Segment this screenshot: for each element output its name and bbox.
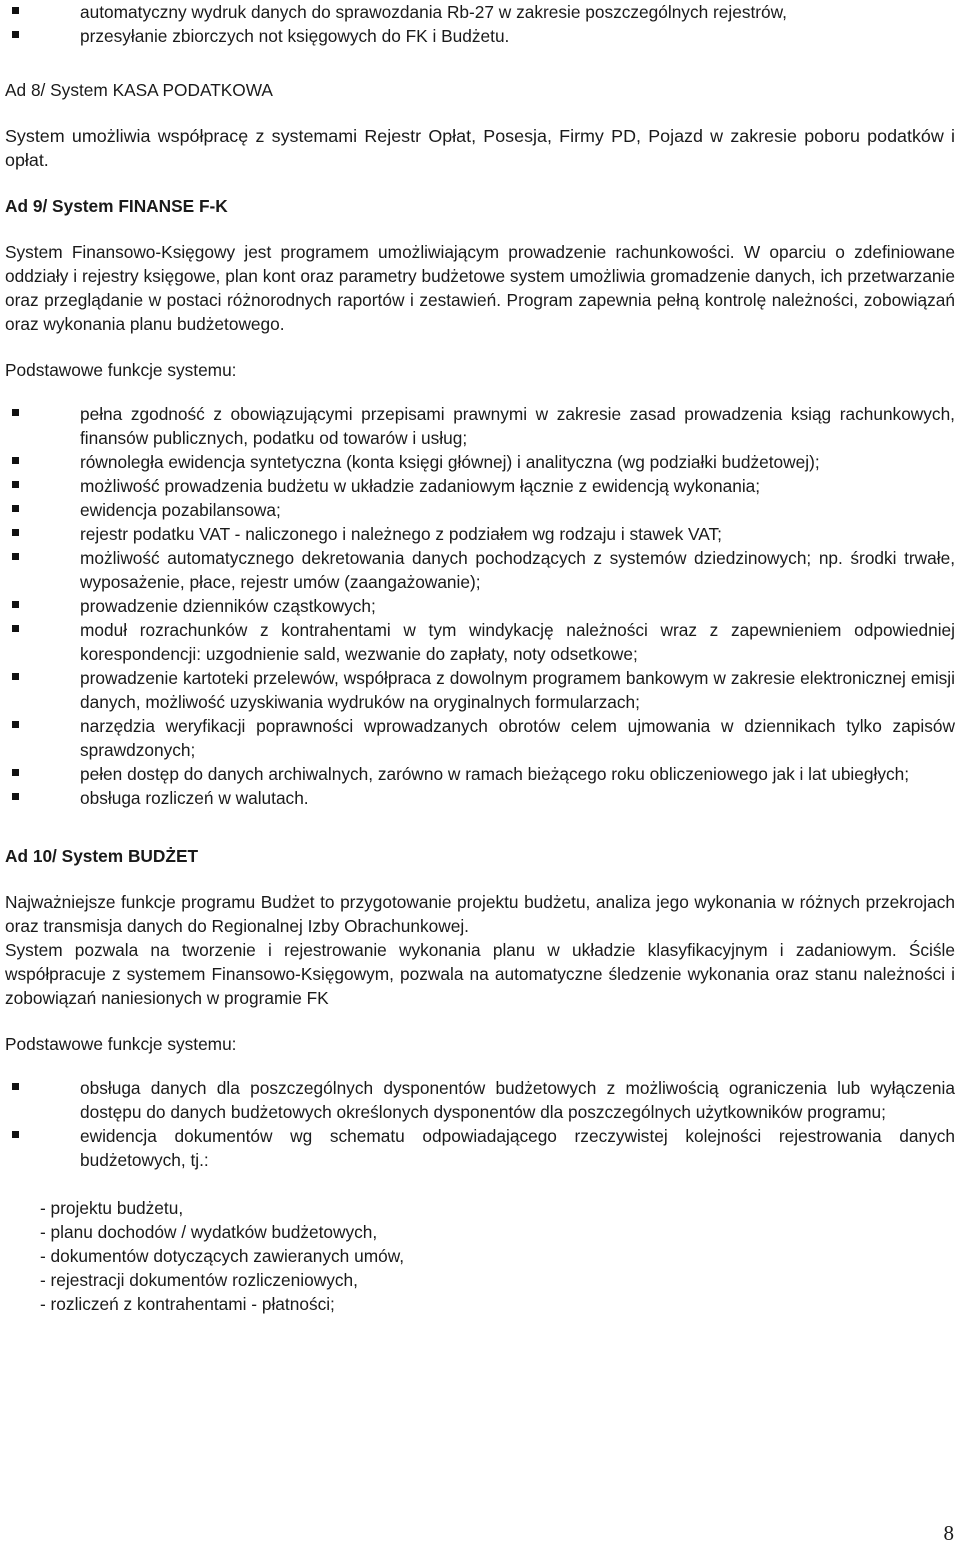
list-item-text: prowadzenie dzienników cząstkowych; xyxy=(80,596,376,616)
section-10-paragraph-2: System pozwala na tworzenie i rejestrowanie wykonania planu w układzie klasyfikacyjnym i zadaniowym. Ściśle współpracuje z systemem Finansowo-Księgowym, pozwala na automatyczne śledzenie wykonania oraz stanu należności i zobowiązań naniesionych w programie FK xyxy=(5,940,955,1008)
list-item: - rejestracji dokumentów rozliczeniowych, xyxy=(40,1270,358,1290)
section-10-function-list xyxy=(5,1076,955,1172)
list-item-text: przesyłanie zbiorczych not księgowych do FK i Budżetu. xyxy=(80,26,510,46)
square-bullet-icon xyxy=(12,409,19,416)
list-item-text: równoległa ewidencja syntetyczna (konta księgi głównej) i analityczna (wg podziałki budżetowej); xyxy=(80,452,820,472)
square-bullet-icon xyxy=(12,601,19,608)
square-bullet-icon xyxy=(12,31,19,38)
square-bullet-icon xyxy=(12,7,19,14)
list-item xyxy=(5,762,955,786)
list-item-text: ewidencja dokumentów wg schematu odpowiadającego rzeczywistej kolejności rejestrowania danych budżetowych, tj.: xyxy=(80,1126,955,1170)
square-bullet-icon xyxy=(12,673,19,680)
list-item-text: pełna zgodność z obowiązującymi przepisami prawnymi w zakresie zasad prowadzenia ksiąg rachunkowych, finansów publicznych, podatku od towarów i usług; xyxy=(80,404,955,448)
document-page xyxy=(5,0,955,1316)
list-item xyxy=(5,666,955,714)
square-bullet-icon xyxy=(12,1131,19,1138)
square-bullet-icon xyxy=(12,457,19,464)
section-10-dash-list xyxy=(5,1196,955,1316)
section-10-functions-label: Podstawowe funkcje systemu: xyxy=(5,1034,237,1054)
list-item xyxy=(5,498,955,522)
section-9-functions-label: Podstawowe funkcje systemu: xyxy=(5,360,237,380)
section-9-paragraph: System Finansowo-Księgowy jest programem umożliwiającym prowadzenie rachunkowości. W oparciu o zdefiniowane oddziały i rejestry księgowe, plan kont oraz parametry budżetowe system umożliwia gromadzenie danych, ich przetwarzanie oraz przeglądanie w postaci różnorodnych raportów i zestawień. Program zapewnia pełną kontrolę należności, zobowiązań oraz wykonania planu budżetowego. xyxy=(5,242,955,334)
list-item-text: moduł rozrachunków z kontrahentami w tym windykację należności wraz z zapewnieniem odpowiedniej korespondencji: uzgodnienie sald, wezwanie do zapłaty, noty odsetkowe; xyxy=(80,620,955,664)
list-item-text: automatyczny wydruk danych do sprawozdania Rb-27 w zakresie poszczególnych rejestrów, xyxy=(80,2,787,22)
list-item xyxy=(5,618,955,666)
square-bullet-icon xyxy=(12,793,19,800)
list-item xyxy=(5,714,955,762)
list-item xyxy=(5,24,955,48)
list-item-text: prowadzenie kartoteki przelewów, współpraca z dowolnym programem bankowym w zakresie elektronicznej emisji danych, możliwość uzyskiwania wydruków na oryginalnych formularzach; xyxy=(80,668,955,712)
list-item-text: rejestr podatku VAT - naliczonego i należnego z podziałem wg rodzaju i stawek VAT; xyxy=(80,524,722,544)
list-item xyxy=(5,474,955,498)
top-bullet-list xyxy=(5,0,955,48)
square-bullet-icon xyxy=(12,721,19,728)
list-item xyxy=(5,786,955,810)
list-item xyxy=(5,1124,955,1172)
list-item-text: obsługa rozliczeń w walutach. xyxy=(80,788,309,808)
list-item: - dokumentów dotyczących zawieranych umów, xyxy=(40,1246,405,1266)
list-item: - projektu budżetu, xyxy=(40,1198,184,1218)
list-item-text: możliwość prowadzenia budżetu w układzie zadaniowym łącznie z ewidencją wykonania; xyxy=(80,476,761,496)
section-9-function-list xyxy=(5,402,955,810)
list-item xyxy=(5,546,955,594)
list-item xyxy=(5,594,955,618)
square-bullet-icon xyxy=(12,769,19,776)
list-item: - rozliczeń z kontrahentami - płatności; xyxy=(40,1294,335,1314)
list-item-text: możliwość automatycznego dekretowania danych pochodzących z systemów dziedzinowych; np. środki trwałe, wyposażenie, płace, rejestr umów (zaangażowanie); xyxy=(80,548,955,592)
square-bullet-icon xyxy=(12,553,19,560)
section-10-heading: Ad 10/ System BUDŻET xyxy=(5,846,199,866)
section-9-heading: Ad 9/ System FINANSE F-K xyxy=(5,196,228,216)
list-item xyxy=(5,0,955,24)
list-item xyxy=(5,450,955,474)
page-number: 8 xyxy=(943,1521,954,1545)
square-bullet-icon xyxy=(12,529,19,536)
section-8-heading: Ad 8/ System KASA PODATKOWA xyxy=(5,80,273,100)
list-item-text: obsługa danych dla poszczególnych dysponentów budżetowych z możliwością ograniczenia lub wyłączenia dostępu do danych budżetowych określonych dysponentów dla poszczególnych użytkowników programu; xyxy=(80,1078,955,1122)
square-bullet-icon xyxy=(12,625,19,632)
section-8-paragraph: System umożliwia współpracę z systemami Rejestr Opłat, Posesja, Firmy PD, Pojazd w zakresie poboru podatków i opłat. xyxy=(5,126,955,170)
list-item xyxy=(5,402,955,450)
list-item: - planu dochodów / wydatków budżetowych, xyxy=(40,1222,378,1242)
square-bullet-icon xyxy=(12,1083,19,1090)
list-item-text: narzędzia weryfikacji poprawności wprowadzanych obrotów celem ujmowania w dziennikach tylko zapisów sprawdzonych; xyxy=(80,716,955,760)
list-item xyxy=(5,522,955,546)
list-item-text: pełen dostęp do danych archiwalnych, zarówno w ramach bieżącego roku obliczeniowego jak i lat ubiegłych; xyxy=(80,764,910,784)
section-10-paragraph-1: Najważniejsze funkcje programu Budżet to przygotowanie projektu budżetu, analiza jego wykonania w różnych przekrojach oraz transmisja danych do Regionalnej Izby Obrachunkowej. xyxy=(5,892,955,936)
list-item-text: ewidencja pozabilansowa; xyxy=(80,500,281,520)
list-item xyxy=(5,1076,955,1124)
square-bullet-icon xyxy=(12,481,19,488)
square-bullet-icon xyxy=(12,505,19,512)
